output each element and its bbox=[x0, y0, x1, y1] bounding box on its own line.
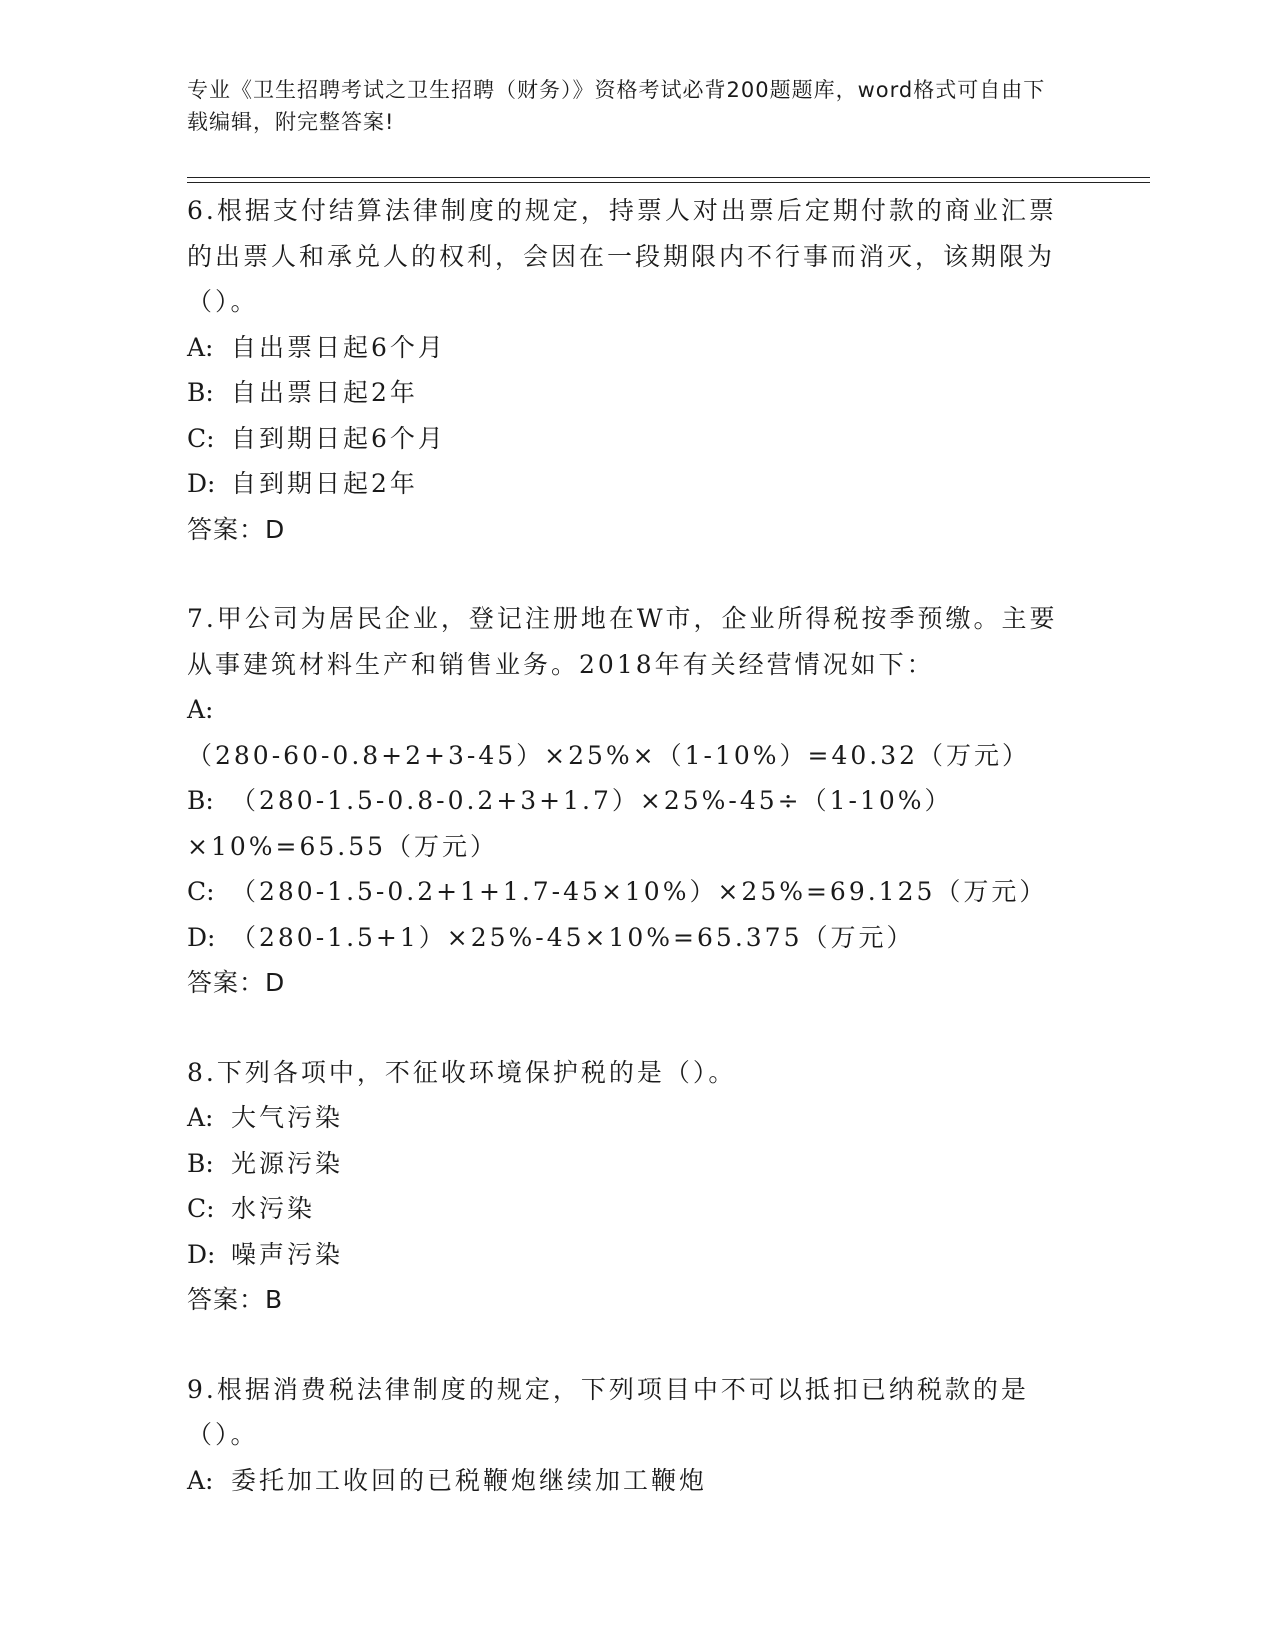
option-letter: D: bbox=[187, 469, 216, 498]
option-letter: B: bbox=[187, 786, 214, 815]
option-b bbox=[187, 1141, 1067, 1187]
option-c bbox=[187, 416, 1067, 462]
answer-line: 答案：B bbox=[187, 1285, 284, 1314]
option-a bbox=[187, 325, 1067, 371]
option-text: 水污染 bbox=[231, 1194, 316, 1223]
option-a bbox=[187, 1095, 1067, 1141]
option-letter: A: bbox=[187, 332, 214, 362]
option-text: 自出票日起2年 bbox=[231, 378, 418, 407]
question-stem: 7.甲公司为居民企业，登记注册地在W市，企业所得税按季预缴。主要从事建筑材料生产和销售业务。2018年有关经营情况如下： bbox=[187, 604, 1058, 679]
option-b bbox=[187, 370, 1067, 416]
option-text: 自出票日起6个月 bbox=[231, 332, 446, 362]
question-stem: 9.根据消费税法律制度的规定，下列项目中不可以抵扣已纳税款的是（）。 bbox=[187, 1374, 1029, 1449]
answer-line: 答案：D bbox=[187, 514, 286, 544]
option-letter: C: bbox=[187, 877, 215, 906]
question-9 bbox=[187, 1367, 1067, 1504]
option-a bbox=[187, 1458, 1067, 1504]
header-divider-top bbox=[187, 177, 1150, 178]
option-letter: C: bbox=[187, 423, 215, 453]
option-letter: A: bbox=[187, 1465, 214, 1495]
option-letter: A: bbox=[187, 1103, 214, 1132]
question-8 bbox=[187, 1050, 1067, 1323]
question-stem: 6.根据支付结算法律制度的规定，持票人对出票后定期付款的商业汇票的出票人和承兑人的权利，会因在一段期限内不行事而消灭，该期限为（）。 bbox=[187, 196, 1057, 316]
option-text: 噪声污染 bbox=[231, 1239, 344, 1269]
question-list bbox=[187, 188, 1067, 1503]
option-d bbox=[187, 1232, 1067, 1278]
header-divider-bottom bbox=[187, 182, 1150, 183]
option-d bbox=[187, 915, 1067, 961]
option-letter: B: bbox=[187, 1148, 214, 1178]
option-letter: D: bbox=[187, 922, 216, 952]
question-6 bbox=[187, 188, 1067, 552]
option-c bbox=[187, 1186, 1067, 1232]
option-text: （280-60-0.8+2+3-45）×25%×（1-10%）=40.32（万元） bbox=[187, 740, 1031, 770]
answer-line: 答案：D bbox=[187, 968, 286, 997]
option-letter: D: bbox=[187, 1239, 216, 1269]
option-text: 自到期日起6个月 bbox=[231, 423, 446, 453]
question-7 bbox=[187, 596, 1067, 1006]
option-b bbox=[187, 778, 1067, 869]
option-text: 自到期日起2年 bbox=[231, 469, 418, 498]
option-letter: A: bbox=[187, 695, 214, 724]
document-header: 专业《卫生招聘考试之卫生招聘（财务）》资格考试必背200题题库，word格式可自由下载编辑，附完整答案! bbox=[187, 78, 1046, 134]
option-c bbox=[187, 869, 1067, 915]
option-a bbox=[187, 687, 1067, 778]
option-text: 大气污染 bbox=[231, 1103, 344, 1132]
option-text: 光源污染 bbox=[231, 1148, 344, 1178]
option-text: （280-1.5+1）×25%-45×10%=65.375（万元） bbox=[231, 922, 915, 952]
option-text: 委托加工收回的已税鞭炮继续加工鞭炮 bbox=[231, 1465, 708, 1495]
question-stem: 8.下列各项中，不征收环境保护税的是（）。 bbox=[187, 1057, 737, 1087]
option-letter: C: bbox=[187, 1194, 215, 1223]
option-text: （280-1.5-0.8-0.2+3+1.7）×25%-45÷（1-10%）×10%=65.55（万元） bbox=[187, 786, 953, 861]
option-text: （280-1.5-0.2+1+1.7-45×10%）×25%=69.125（万元） bbox=[231, 877, 1048, 906]
option-letter: B: bbox=[187, 378, 214, 407]
option-d bbox=[187, 461, 1067, 507]
